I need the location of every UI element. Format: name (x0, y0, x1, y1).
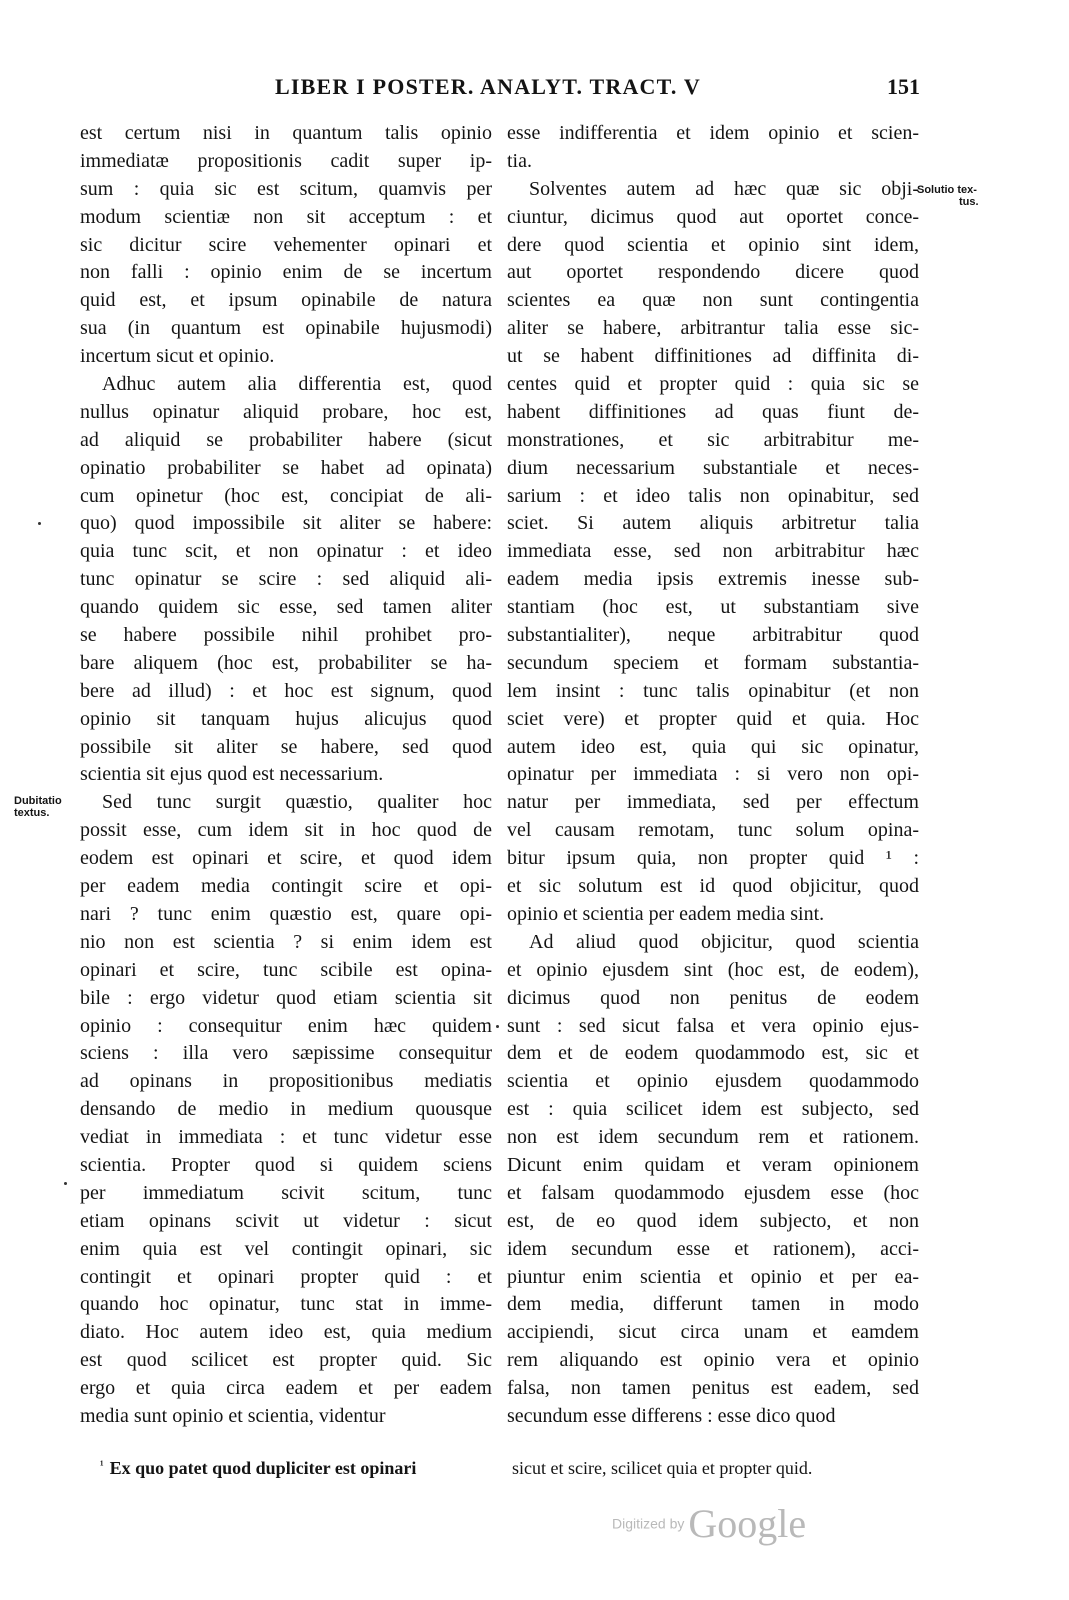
left-column-line: media sunt opinio et scientia, videntur (80, 1404, 386, 1427)
right-column-line: dicimus quod non penitus de eodem (507, 986, 919, 1009)
watermark-google-logo: Google (688, 1501, 807, 1546)
left-column-line: modum scientiæ non sit acceptum : et (80, 205, 492, 228)
left-column-line: cum opinetur (hoc est, concipiat de ali- (80, 484, 492, 507)
left-column-line: enim quia est vel contingit opinari, sic (80, 1237, 492, 1260)
right-column-line: secundum speciem et formam substantia- (507, 651, 919, 674)
left-column-line: Sed tunc surgit quæstio, qualiter hoc (102, 791, 492, 814)
right-column-line: scientia et opinio ejusdem quodammodo (507, 1070, 919, 1093)
right-column-line: Ad aliud quod objicitur, quod scientia (529, 930, 919, 953)
margin-note-dubitatio: Dubitatio textus. (14, 795, 62, 819)
right-column-line: est, de eo quod idem subjecto, et non (507, 1209, 919, 1232)
left-column-line: Adhuc autem alia differentia est, quod (102, 373, 492, 396)
right-column-line: dem media, differunt tamen in modo (507, 1293, 919, 1316)
margin-speck (38, 522, 41, 525)
left-column-line: opinari et scire, tunc scibile est opina- (80, 958, 492, 981)
right-column-line: eadem media ipsis extremis inesse sub- (507, 568, 919, 591)
left-column-line: est quod scilicet est propter quid. Sic (80, 1349, 492, 1372)
right-column-line: tia. (507, 149, 532, 172)
right-column-line: sciet vere) et propter quid et quia. Hoc (507, 707, 919, 730)
left-column-line: ad opinans in propositionibus mediatis (80, 1070, 492, 1093)
left-column-line: eodem est opinari et scire, et quod idem (80, 847, 492, 870)
left-column-line: quando hoc opinatur, tunc stat in imme- (80, 1293, 492, 1316)
right-column-line: centes quid et propter quid : quia sic se (507, 373, 919, 396)
right-column-line: natur per immediata, sed per effectum (507, 791, 919, 814)
left-column-line: quo) quod impossibile sit aliter se habere: (80, 512, 492, 535)
footnote-right: sicut et scire, scilicet quia et propter quid. (512, 1458, 813, 1478)
margin-note-solutio (917, 184, 997, 208)
right-column-line: Dicunt enim quidam et veram opinionem (507, 1153, 919, 1176)
left-column-line: est certum nisi in quantum talis opinio (80, 122, 492, 144)
left-column-line: ergo et quia circa eadem et per eadem (80, 1377, 492, 1400)
margin-speck (64, 1182, 67, 1185)
margin-note-solutio-line1: Solutio tex- (917, 184, 977, 196)
page-number: 151 (887, 74, 920, 99)
left-column-line: opinio : consequitur enim hæc quidem (80, 1014, 492, 1037)
right-column-line: accipiendi, sicut circa unam et eamdem (507, 1321, 919, 1344)
right-column-line: bitur ipsum quia, non propter quid ¹ : (507, 847, 919, 870)
footnote-left-text: Ex quo patet quod dupliciter est opinari (109, 1458, 417, 1478)
left-column-line: non falli : opinio enim de se incertum (80, 261, 492, 284)
right-column-line: autem ideo est, quia qui sic opinatur, (507, 735, 919, 758)
left-column-line: nio non est scientia ? si enim idem est (80, 930, 492, 953)
left-column-line: se habere possibile nihil prohibet pro- (80, 624, 492, 647)
left-column-line: vediat in immediata : et tunc videtur esse (80, 1126, 492, 1149)
right-column-line: stantiam (hoc est, ut substantiam sive (507, 596, 919, 619)
right-column-line: dium necessarium substantiale et neces- (507, 456, 919, 479)
right-column-line: dem et de eodem quodammodo est, sic et (507, 1042, 919, 1065)
right-column (507, 120, 919, 1431)
left-column-line: densando de medio in medium quousque (80, 1098, 492, 1121)
left-column-line: bile : ergo videtur quod etiam scientia sit (80, 986, 492, 1009)
left-column-line: bere ad illud) : et hoc est signum, quod (80, 679, 492, 702)
right-column-line: vel causam remotam, tunc solum opina- (507, 819, 919, 842)
right-column-line: immediata esse, sed non arbitrabitur hæc (507, 540, 919, 563)
right-column-line: sarium : et ideo talis non opinabitur, sed (507, 484, 919, 507)
left-column-line: incertum sicut et opinio. (80, 345, 275, 368)
right-column-line: idem secundum esse et rationem), acci- (507, 1237, 919, 1260)
watermark-small: Digitized by (612, 1515, 685, 1532)
left-column-line: immediatæ propositionis cadit super ip- (80, 149, 492, 172)
right-column-line: sunt : sed sicut falsa et vera opinio ejus- (507, 1014, 919, 1037)
left-column-line: sciens : illa vero sæpissime consequitur (80, 1042, 492, 1065)
left-column-line: per immediatum scivit scitum, tunc (80, 1181, 492, 1204)
left-column-line: diato. Hoc autem ideo est, quia medium (80, 1321, 492, 1344)
right-column-line: falsa, non tamen penitus est eadem, sed (507, 1377, 919, 1400)
left-column-line: sua (in quantum est opinabile hujusmodi) (80, 317, 492, 340)
right-column-line: opinatur per immediata : si vero non opi- (507, 763, 919, 786)
right-column-line: scientes ea quæ non sunt contingentia (507, 289, 919, 312)
right-column-line: habent diffinitiones ad quas fiunt de- (507, 400, 919, 423)
left-column-line: bare aliquem (hoc est, probabiliter se ha- (80, 651, 492, 674)
left-column-line: possit esse, cum idem sit in hoc quod de (80, 819, 492, 842)
right-column-line: opinio et scientia per eadem media sint. (507, 902, 825, 925)
left-column-line: scientia sit ejus quod est necessarium. (80, 763, 384, 786)
left-column-line: nullus opinatur aliquid probare, hoc est, (80, 400, 492, 423)
left-column-line: opinio sit tanquam hujus alicujus quod (80, 707, 492, 730)
left-column (80, 120, 492, 1431)
right-column-line: dere quod scientia et opinio sint idem, (507, 233, 919, 256)
left-column-line: quid est, et ipsum opinabile de natura (80, 289, 492, 312)
left-column-line: opinatio probabiliter se habet ad opinata) (80, 456, 492, 479)
right-column-line: et sic solutum est id quod objicitur, quod (507, 875, 919, 898)
right-column-line: non est idem secundum rem et rationem. (507, 1126, 919, 1149)
right-column-line: piuntur enim scientia et opinio et per ea- (507, 1265, 919, 1288)
right-column-line: aliter se habere, arbitrantur talia esse sic- (507, 317, 919, 340)
right-column-line: aut oportet respondendo dicere quod (507, 261, 919, 284)
right-column-line: ut se habent diffinitiones ad diffinita di- (507, 345, 919, 368)
margin-speck (496, 1025, 499, 1028)
running-head (80, 74, 920, 108)
right-column-line: lem insint : tunc talis opinabitur (et non (507, 679, 919, 702)
left-column-line: tunc opinatur se scire : sed aliquid ali- (80, 568, 492, 591)
right-column-line: rem aliquando est opinio vera et opinio (507, 1349, 919, 1372)
right-column-line: et falsam quodammodo ejusdem esse (hoc (507, 1181, 919, 1204)
right-column-line: secundum esse differens : esse dico quod (507, 1404, 836, 1427)
left-column-line: etiam opinans scivit ut videtur : sicut (80, 1209, 492, 1232)
footnote-mark: ¹ (100, 1458, 104, 1472)
right-column-line: et opinio ejusdem sint (hoc est, de eodem), (507, 958, 919, 981)
right-column-line: esse indifferentia et idem opinio et scien- (507, 122, 919, 144)
right-column-line: est : quia scilicet idem est subjecto, sed (507, 1098, 919, 1121)
left-column-line: sum : quia sic est scitum, quamvis per (80, 177, 492, 200)
running-title: LIBER I POSTER. ANALYT. TRACT. V (275, 74, 701, 99)
left-column-line: sic dicitur scire vehementer opinari et (80, 233, 492, 256)
right-column-line: ciuntur, dicimus quod aut oportet conce- (507, 205, 919, 228)
left-column-line: contingit et opinari propter quid : et (80, 1265, 492, 1288)
left-column-line: nari ? tunc enim quæstio est, quare opi- (80, 902, 492, 925)
right-column-line: sciet. Si autem aliquis arbitretur talia (507, 512, 919, 535)
footnote-left (100, 1458, 416, 1479)
digitized-watermark (612, 1500, 806, 1547)
right-column-line: Solventes autem ad hæc quæ sic obji- (529, 177, 919, 200)
left-column-line: possibile sit aliter se habere, sed quod (80, 735, 492, 758)
right-column-line: monstrationes, et sic arbitrabitur me- (507, 428, 919, 451)
left-column-line: scientia. Propter quod si quidem sciens (80, 1153, 492, 1176)
left-column-line: per eadem media contingit scire et opi- (80, 875, 492, 898)
left-column-line: ad aliquid se probabiliter habere (sicut (80, 428, 492, 451)
margin-note-solutio-line2: tus. (959, 196, 979, 208)
left-column-line: quia tunc scit, et non opinatur : et ideo (80, 540, 492, 563)
left-column-line: quando quidem sic esse, sed tamen aliter (80, 596, 492, 619)
right-column-line: substantialiter), neque arbitrabitur quod (507, 624, 919, 647)
